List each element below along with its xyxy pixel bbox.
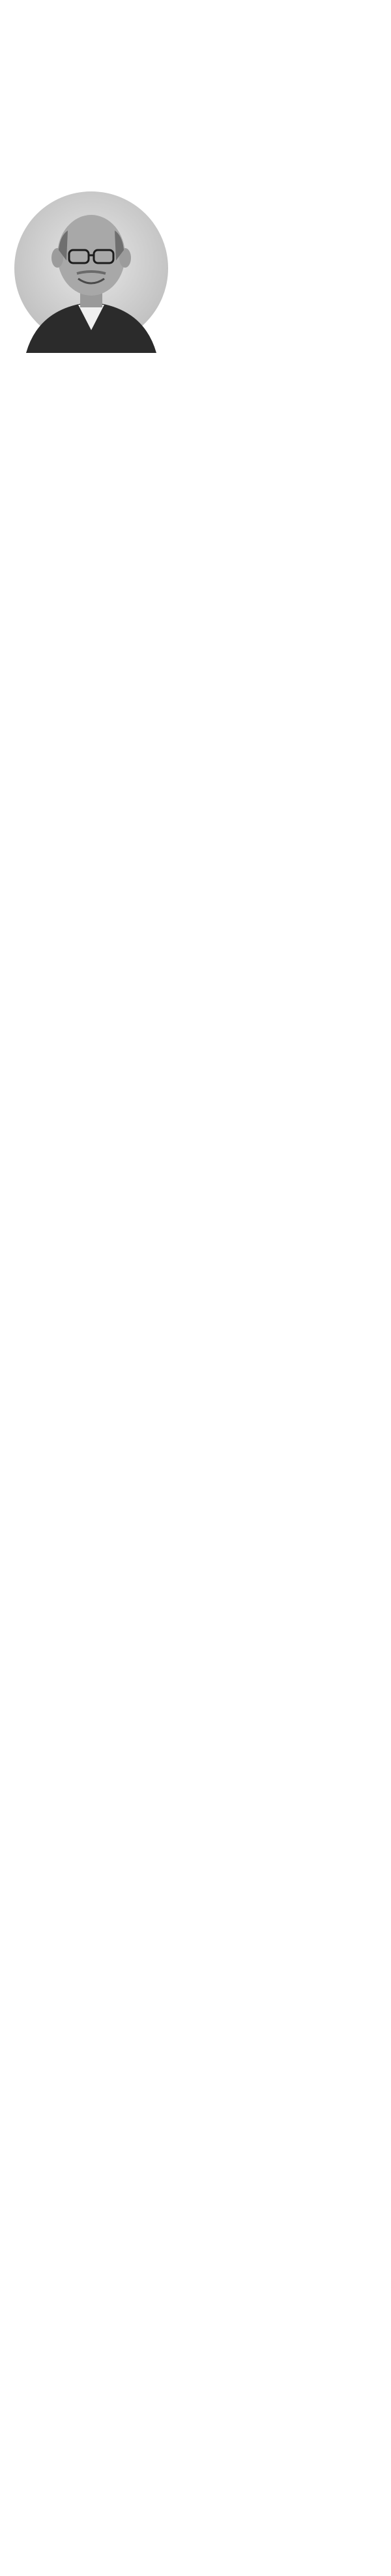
body-paragraph-18 [13,419,378,432]
article-column [13,13,378,2550]
portrait-illustration [13,190,169,353]
article-body [13,186,378,487]
author-name [13,357,176,406]
author-email [13,408,176,415]
body-paragraph-22 [13,473,378,487]
body-paragraph-20 [13,446,378,460]
body-paragraph-19 [13,432,378,446]
body-paragraph-21 [13,460,378,473]
article-lead [13,108,378,186]
dropcap-numeral [13,108,85,171]
article-headline [13,13,378,99]
author-portrait-block [13,190,176,415]
author-photo [13,190,169,353]
